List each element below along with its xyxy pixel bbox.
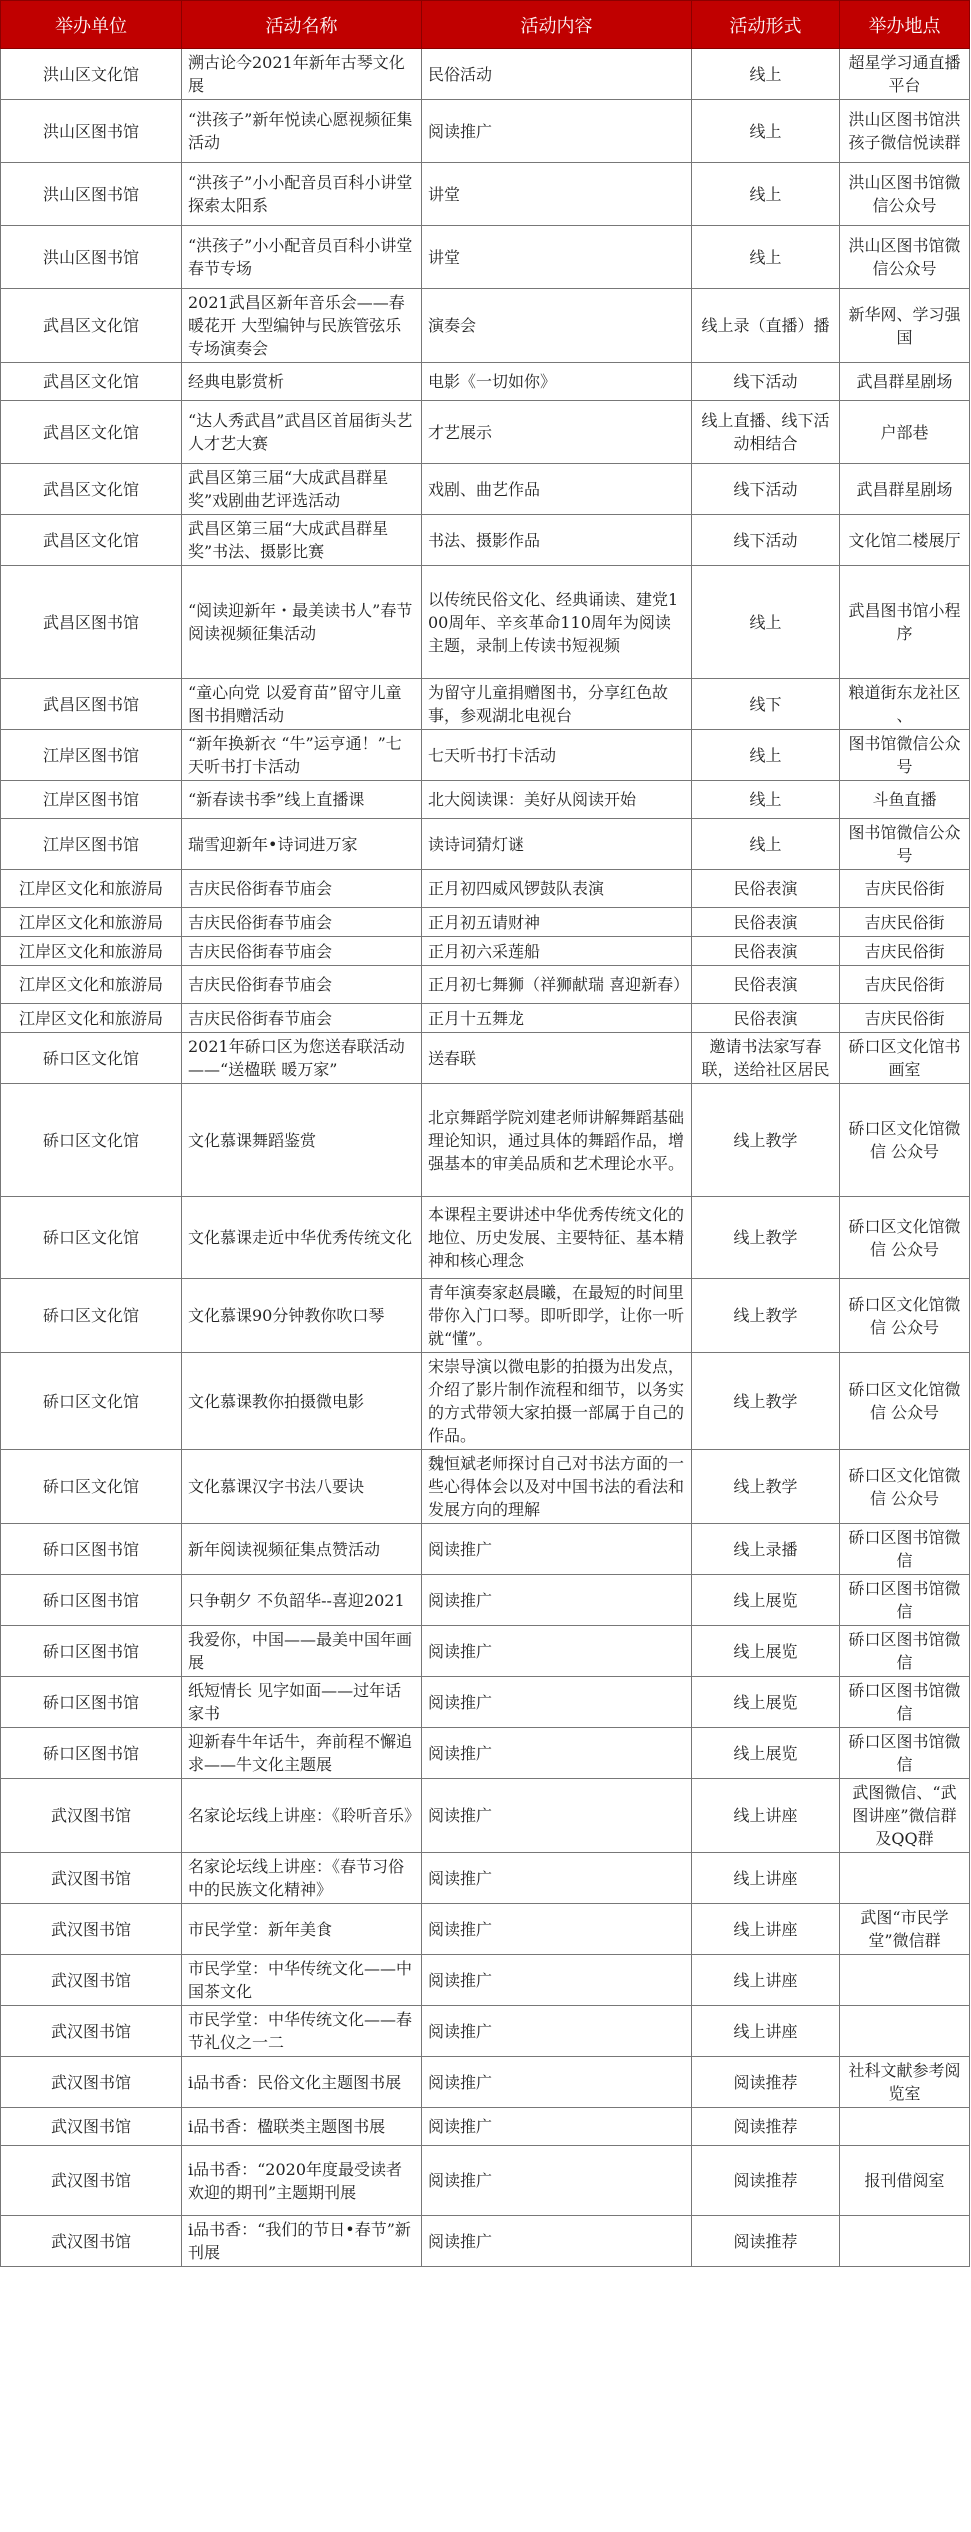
cell-organizer: 洪山区图书馆 bbox=[1, 100, 182, 163]
cell-venue bbox=[840, 1853, 970, 1904]
cell-venue: 图书馆微信公众号 bbox=[840, 819, 970, 870]
cell-activity-content: 阅读推广 bbox=[422, 1575, 692, 1626]
cell-activity-name: 迎新春牛年话牛，奔前程不懈追求——牛文化主题展 bbox=[182, 1728, 422, 1779]
cell-activity-format: 线上 bbox=[692, 49, 840, 100]
table-row bbox=[1, 401, 970, 464]
cell-organizer: 硚口区文化馆 bbox=[1, 1084, 182, 1197]
table-row bbox=[1, 1955, 970, 2006]
cell-organizer: 武昌区文化馆 bbox=[1, 363, 182, 401]
table-row bbox=[1, 2006, 970, 2057]
cell-activity-name: “童心向党 以爱育苗”留守儿童图书捐赠活动 bbox=[182, 679, 422, 730]
cell-venue: 吉庆民俗街 bbox=[840, 1004, 970, 1033]
cell-activity-format: 线上 bbox=[692, 781, 840, 819]
cell-organizer: 江岸区文化和旅游局 bbox=[1, 937, 182, 966]
table-row bbox=[1, 1728, 970, 1779]
cell-venue bbox=[840, 2006, 970, 2057]
cell-activity-format: 线上讲座 bbox=[692, 1779, 840, 1853]
table-row bbox=[1, 566, 970, 679]
cell-activity-name: 文化慕课教你拍摄微电影 bbox=[182, 1353, 422, 1450]
cell-organizer: 武昌区文化馆 bbox=[1, 401, 182, 464]
cell-activity-name: “新春读书季”线上直播课 bbox=[182, 781, 422, 819]
cell-venue: 吉庆民俗街 bbox=[840, 908, 970, 937]
cell-organizer: 硚口区图书馆 bbox=[1, 1524, 182, 1575]
cell-activity-name: 只争朝夕 不负韶华--喜迎2021 bbox=[182, 1575, 422, 1626]
table-row bbox=[1, 679, 970, 730]
cell-activity-content: 读诗词猜灯谜 bbox=[422, 819, 692, 870]
table-row bbox=[1, 870, 970, 908]
cell-activity-format: 线上录播 bbox=[692, 1524, 840, 1575]
cell-activity-name: 吉庆民俗街春节庙会 bbox=[182, 908, 422, 937]
cell-venue: 硚口区图书馆微信 bbox=[840, 1575, 970, 1626]
cell-activity-name: 2021武昌区新年音乐会——春暖花开 大型编钟与民族管弦乐专场演奏会 bbox=[182, 289, 422, 363]
cell-activity-content: 宋崇导演以微电影的拍摄为出发点，介绍了影片制作流程和细节，以务实的方式带领大家拍摄一部属于自己的作品。 bbox=[422, 1353, 692, 1450]
column-header-activity-content: 活动内容 bbox=[422, 1, 692, 49]
cell-venue: 图书馆微信公众号 bbox=[840, 730, 970, 781]
cell-venue bbox=[840, 2108, 970, 2146]
cell-organizer: 硚口区图书馆 bbox=[1, 1575, 182, 1626]
table-header-row bbox=[1, 1, 970, 49]
table-row bbox=[1, 2108, 970, 2146]
cell-venue: 武昌图书馆小程序 bbox=[840, 566, 970, 679]
cell-activity-name: 文化慕课舞蹈鉴赏 bbox=[182, 1084, 422, 1197]
cell-activity-name: 文化慕课90分钟教你吹口琴 bbox=[182, 1279, 422, 1353]
table-row bbox=[1, 363, 970, 401]
table-row bbox=[1, 1033, 970, 1084]
cell-venue: 报刊借阅室 bbox=[840, 2146, 970, 2216]
cell-activity-content: 本课程主要讲述中华优秀传统文化的地位、历史发展、主要特征、基本精神和核心理念 bbox=[422, 1197, 692, 1279]
cell-organizer: 武昌区图书馆 bbox=[1, 679, 182, 730]
cell-activity-content: 正月十五舞龙 bbox=[422, 1004, 692, 1033]
cell-organizer: 武昌区文化馆 bbox=[1, 464, 182, 515]
cell-organizer: 武汉图书馆 bbox=[1, 2006, 182, 2057]
cell-activity-name: 瑞雪迎新年•诗词进万家 bbox=[182, 819, 422, 870]
column-header-activity-name: 活动名称 bbox=[182, 1, 422, 49]
cell-activity-content: 阅读推广 bbox=[422, 2216, 692, 2267]
table-row bbox=[1, 1353, 970, 1450]
cell-activity-name: “洪孩子”小小配音员百科小讲堂 探索太阳系 bbox=[182, 163, 422, 226]
cell-activity-content: 正月初五请财神 bbox=[422, 908, 692, 937]
cell-activity-name: 武昌区第三届“大成武昌群星奖”书法、摄影比赛 bbox=[182, 515, 422, 566]
cell-activity-format: 线上教学 bbox=[692, 1353, 840, 1450]
cell-activity-name: 武昌区第三届“大成武昌群星奖”戏剧曲艺评选活动 bbox=[182, 464, 422, 515]
cell-activity-format: 阅读推荐 bbox=[692, 2146, 840, 2216]
table-row bbox=[1, 781, 970, 819]
table-row bbox=[1, 1084, 970, 1197]
cell-activity-name: 市民学堂：新年美食 bbox=[182, 1904, 422, 1955]
cell-organizer: 硚口区文化馆 bbox=[1, 1197, 182, 1279]
cell-activity-name: 2021年硚口区为您送春联活动——“送楹联 暖万家” bbox=[182, 1033, 422, 1084]
cell-venue: 户部巷 bbox=[840, 401, 970, 464]
cell-activity-name: 名家论坛线上讲座：《春节习俗中的民族文化精神》 bbox=[182, 1853, 422, 1904]
cell-organizer: 硚口区文化馆 bbox=[1, 1353, 182, 1450]
cell-activity-content: 书法、摄影作品 bbox=[422, 515, 692, 566]
cell-activity-content: 北京舞蹈学院刘建老师讲解舞蹈基础理论知识，通过具体的舞蹈作品，增强基本的审美品质和艺术理论水平。 bbox=[422, 1084, 692, 1197]
cell-venue bbox=[840, 1955, 970, 2006]
table-row bbox=[1, 1904, 970, 1955]
cell-activity-content: 阅读推广 bbox=[422, 1728, 692, 1779]
cell-organizer: 武汉图书馆 bbox=[1, 2057, 182, 2108]
cell-activity-name: 吉庆民俗街春节庙会 bbox=[182, 966, 422, 1004]
cell-activity-name: i品书香：民俗文化主题图书展 bbox=[182, 2057, 422, 2108]
table-row bbox=[1, 1626, 970, 1677]
cell-venue: 超星学习通直播平台 bbox=[840, 49, 970, 100]
cell-activity-name: 市民学堂：中华传统文化——中国茶文化 bbox=[182, 1955, 422, 2006]
table-row bbox=[1, 1197, 970, 1279]
table-row bbox=[1, 908, 970, 937]
cell-activity-format: 民俗表演 bbox=[692, 966, 840, 1004]
cell-activity-content: 阅读推广 bbox=[422, 1524, 692, 1575]
table-row bbox=[1, 163, 970, 226]
cell-activity-content: 阅读推广 bbox=[422, 1955, 692, 2006]
cell-activity-format: 线上 bbox=[692, 730, 840, 781]
table-row bbox=[1, 1004, 970, 1033]
cell-organizer: 江岸区图书馆 bbox=[1, 781, 182, 819]
cell-activity-content: 青年演奏家赵晨曦，在最短的时间里带你入门口琴。即听即学，让你一听就“懂”。 bbox=[422, 1279, 692, 1353]
cell-venue: 硚口区文化馆微信 公众号 bbox=[840, 1197, 970, 1279]
cell-activity-content: 正月初四威风锣鼓队表演 bbox=[422, 870, 692, 908]
table-row bbox=[1, 2057, 970, 2108]
cell-activity-format: 线上展览 bbox=[692, 1575, 840, 1626]
cell-activity-content: 阅读推广 bbox=[422, 1904, 692, 1955]
cell-organizer: 硚口区图书馆 bbox=[1, 1677, 182, 1728]
cell-organizer: 江岸区文化和旅游局 bbox=[1, 966, 182, 1004]
cell-organizer: 武汉图书馆 bbox=[1, 2108, 182, 2146]
table-body bbox=[1, 49, 970, 2267]
cell-organizer: 江岸区图书馆 bbox=[1, 819, 182, 870]
table-row bbox=[1, 1779, 970, 1853]
cell-organizer: 武汉图书馆 bbox=[1, 1904, 182, 1955]
cell-organizer: 江岸区文化和旅游局 bbox=[1, 1004, 182, 1033]
cell-venue: 硚口区文化馆微信 公众号 bbox=[840, 1279, 970, 1353]
cell-activity-name: 纸短情长 见字如面——过年话家书 bbox=[182, 1677, 422, 1728]
cell-activity-name: 溯古论今2021年新年古琴文化展 bbox=[182, 49, 422, 100]
cell-organizer: 硚口区文化馆 bbox=[1, 1450, 182, 1524]
cell-activity-name: “洪孩子”小小配音员百科小讲堂 春节专场 bbox=[182, 226, 422, 289]
cell-organizer: 硚口区文化馆 bbox=[1, 1033, 182, 1084]
cell-activity-content: 阅读推广 bbox=[422, 2057, 692, 2108]
cell-activity-name: 吉庆民俗街春节庙会 bbox=[182, 937, 422, 966]
cell-activity-format: 线上教学 bbox=[692, 1197, 840, 1279]
cell-venue: 洪山区图书馆洪孩子微信悦读群 bbox=[840, 100, 970, 163]
table-row bbox=[1, 1853, 970, 1904]
table-row bbox=[1, 2216, 970, 2267]
cell-venue: 武图“市民学堂”微信群 bbox=[840, 1904, 970, 1955]
cell-venue: 吉庆民俗街 bbox=[840, 937, 970, 966]
cell-activity-format: 民俗表演 bbox=[692, 1004, 840, 1033]
cell-activity-name: 经典电影赏析 bbox=[182, 363, 422, 401]
cell-venue: 吉庆民俗街 bbox=[840, 966, 970, 1004]
cell-activity-name: “新年换新衣 “牛”运亨通！”七天听书打卡活动 bbox=[182, 730, 422, 781]
table-row bbox=[1, 2146, 970, 2216]
cell-activity-format: 线上录（直播）播 bbox=[692, 289, 840, 363]
cell-activity-content: 正月初七舞狮（祥狮献瑞 喜迎新春） bbox=[422, 966, 692, 1004]
cell-organizer: 武昌区文化馆 bbox=[1, 515, 182, 566]
cell-activity-format: 阅读推荐 bbox=[692, 2108, 840, 2146]
cell-activity-name: i品书香：“我们的节日•春节”新刊展 bbox=[182, 2216, 422, 2267]
cell-venue: 文化馆二楼展厅 bbox=[840, 515, 970, 566]
cell-organizer: 武汉图书馆 bbox=[1, 1779, 182, 1853]
cell-venue: 斗鱼直播 bbox=[840, 781, 970, 819]
column-header-activity-format: 活动形式 bbox=[692, 1, 840, 49]
cell-venue: 武图微信、“武图讲座”微信群及QQ群 bbox=[840, 1779, 970, 1853]
cell-activity-content: 为留守儿童捐赠图书，分享红色故事，参观湖北电视台 bbox=[422, 679, 692, 730]
cell-activity-name: 新年阅读视频征集点赞活动 bbox=[182, 1524, 422, 1575]
cell-organizer: 洪山区图书馆 bbox=[1, 226, 182, 289]
cell-activity-format: 线上讲座 bbox=[692, 1904, 840, 1955]
cell-activity-content: 讲堂 bbox=[422, 226, 692, 289]
table-row bbox=[1, 1524, 970, 1575]
cell-activity-name: 吉庆民俗街春节庙会 bbox=[182, 1004, 422, 1033]
cell-activity-format: 线上 bbox=[692, 566, 840, 679]
cell-venue: 硚口区文化馆微信 公众号 bbox=[840, 1450, 970, 1524]
cell-activity-format: 线上展览 bbox=[692, 1728, 840, 1779]
cell-organizer: 武昌区图书馆 bbox=[1, 566, 182, 679]
table-row bbox=[1, 730, 970, 781]
cell-activity-content: 送春联 bbox=[422, 1033, 692, 1084]
cell-activity-name: 文化慕课汉字书法八要诀 bbox=[182, 1450, 422, 1524]
cell-venue: 洪山区图书馆微信公众号 bbox=[840, 226, 970, 289]
cell-activity-name: i品书香：“2020年度最受读者欢迎的期刊”主题期刊展 bbox=[182, 2146, 422, 2216]
cell-activity-format: 民俗表演 bbox=[692, 937, 840, 966]
cell-activity-format: 线上 bbox=[692, 100, 840, 163]
cell-venue: 武昌群星剧场 bbox=[840, 464, 970, 515]
cell-activity-format: 线上直播、线下活动相结合 bbox=[692, 401, 840, 464]
cell-venue: 硚口区图书馆微信 bbox=[840, 1524, 970, 1575]
cell-activity-content: 正月初六采莲船 bbox=[422, 937, 692, 966]
cell-organizer: 武汉图书馆 bbox=[1, 1853, 182, 1904]
cell-activity-name: 名家论坛线上讲座：《聆听音乐》 bbox=[182, 1779, 422, 1853]
cell-activity-content: 才艺展示 bbox=[422, 401, 692, 464]
cell-activity-format: 线上展览 bbox=[692, 1626, 840, 1677]
cell-venue: 社科文献参考阅览室 bbox=[840, 2057, 970, 2108]
table-row bbox=[1, 1677, 970, 1728]
table-row bbox=[1, 49, 970, 100]
cell-activity-format: 民俗表演 bbox=[692, 908, 840, 937]
cell-organizer: 洪山区图书馆 bbox=[1, 163, 182, 226]
cell-activity-content: 民俗活动 bbox=[422, 49, 692, 100]
cell-organizer: 武昌区文化馆 bbox=[1, 289, 182, 363]
column-header-venue: 举办地点 bbox=[840, 1, 970, 49]
cell-activity-format: 民俗表演 bbox=[692, 870, 840, 908]
cell-activity-content: 电影《一切如你》 bbox=[422, 363, 692, 401]
cell-venue: 硚口区文化馆书画室 bbox=[840, 1033, 970, 1084]
cell-activity-name: 文化慕课走近中华优秀传统文化 bbox=[182, 1197, 422, 1279]
cell-activity-content: 阅读推广 bbox=[422, 1853, 692, 1904]
cell-organizer: 江岸区文化和旅游局 bbox=[1, 870, 182, 908]
cell-venue: 硚口区文化馆微信 公众号 bbox=[840, 1353, 970, 1450]
cell-organizer: 江岸区图书馆 bbox=[1, 730, 182, 781]
cell-activity-name: 市民学堂：中华传统文化——春节礼仪之一二 bbox=[182, 2006, 422, 2057]
cell-venue: 硚口区图书馆微信 bbox=[840, 1677, 970, 1728]
cell-activity-format: 线上展览 bbox=[692, 1677, 840, 1728]
table-row bbox=[1, 464, 970, 515]
table-row bbox=[1, 515, 970, 566]
table-row bbox=[1, 937, 970, 966]
cell-activity-format: 线上讲座 bbox=[692, 2006, 840, 2057]
cell-activity-format: 线上教学 bbox=[692, 1084, 840, 1197]
cell-venue bbox=[840, 2216, 970, 2267]
cell-organizer: 洪山区文化馆 bbox=[1, 49, 182, 100]
table-row bbox=[1, 289, 970, 363]
table-row bbox=[1, 100, 970, 163]
cell-venue: 硚口区文化馆微信 公众号 bbox=[840, 1084, 970, 1197]
cell-organizer: 硚口区文化馆 bbox=[1, 1279, 182, 1353]
cell-organizer: 江岸区文化和旅游局 bbox=[1, 908, 182, 937]
cell-activity-name: “达人秀武昌”武昌区首届街头艺人才艺大赛 bbox=[182, 401, 422, 464]
cell-activity-format: 线上 bbox=[692, 163, 840, 226]
cell-activity-name: “阅读迎新年・最美读书人”春节阅读视频征集活动 bbox=[182, 566, 422, 679]
table-row bbox=[1, 819, 970, 870]
cell-organizer: 武汉图书馆 bbox=[1, 2216, 182, 2267]
cell-activity-format: 线上 bbox=[692, 226, 840, 289]
cell-venue: 新华网、学习强国 bbox=[840, 289, 970, 363]
cell-activity-content: 阅读推广 bbox=[422, 100, 692, 163]
cell-activity-format: 线上 bbox=[692, 819, 840, 870]
cell-activity-content: 北大阅读课：美好从阅读开始 bbox=[422, 781, 692, 819]
cell-activity-content: 演奏会 bbox=[422, 289, 692, 363]
cell-activity-name: “洪孩子”新年悦读心愿视频征集活动 bbox=[182, 100, 422, 163]
cell-activity-format: 线上教学 bbox=[692, 1279, 840, 1353]
cell-activity-content: 阅读推广 bbox=[422, 2146, 692, 2216]
cell-activity-format: 线下活动 bbox=[692, 515, 840, 566]
cell-organizer: 武汉图书馆 bbox=[1, 2146, 182, 2216]
table-row bbox=[1, 1575, 970, 1626]
cell-activity-format: 线上讲座 bbox=[692, 1853, 840, 1904]
table-row bbox=[1, 1279, 970, 1353]
cell-activity-format: 线下活动 bbox=[692, 464, 840, 515]
cell-activity-content: 讲堂 bbox=[422, 163, 692, 226]
cell-venue: 硚口区图书馆微信 bbox=[840, 1728, 970, 1779]
cell-activity-content: 戏剧、曲艺作品 bbox=[422, 464, 692, 515]
cell-activity-format: 线下 bbox=[692, 679, 840, 730]
cell-activity-format: 阅读推荐 bbox=[692, 2057, 840, 2108]
cell-venue: 硚口区图书馆微信 bbox=[840, 1626, 970, 1677]
cell-activity-content: 以传统民俗文化、经典诵读、建党100周年、辛亥革命110周年为阅读主题，录制上传读书短视频 bbox=[422, 566, 692, 679]
cell-activity-content: 七天听书打卡活动 bbox=[422, 730, 692, 781]
cell-activity-content: 阅读推广 bbox=[422, 2108, 692, 2146]
column-header-organizer: 举办单位 bbox=[1, 1, 182, 49]
cell-activity-format: 线上讲座 bbox=[692, 1955, 840, 2006]
table-row bbox=[1, 226, 970, 289]
cell-activity-name: 我爱你，中国——最美中国年画展 bbox=[182, 1626, 422, 1677]
cell-activity-content: 阅读推广 bbox=[422, 2006, 692, 2057]
table-row bbox=[1, 966, 970, 1004]
cell-venue: 洪山区图书馆微信公众号 bbox=[840, 163, 970, 226]
cell-organizer: 硚口区图书馆 bbox=[1, 1728, 182, 1779]
cell-activity-name: 吉庆民俗街春节庙会 bbox=[182, 870, 422, 908]
cell-activity-format: 阅读推荐 bbox=[692, 2216, 840, 2267]
cell-activity-format: 线上教学 bbox=[692, 1450, 840, 1524]
cell-venue: 吉庆民俗街 bbox=[840, 870, 970, 908]
cell-activity-content: 阅读推广 bbox=[422, 1779, 692, 1853]
cell-activity-format: 线下活动 bbox=[692, 363, 840, 401]
cell-venue: 粮道街东龙社区 、 bbox=[840, 679, 970, 730]
cell-activity-format: 邀请书法家写春联，送给社区居民 bbox=[692, 1033, 840, 1084]
cell-organizer: 武汉图书馆 bbox=[1, 1955, 182, 2006]
cell-activity-content: 阅读推广 bbox=[422, 1626, 692, 1677]
cell-activity-name: i品书香：楹联类主题图书展 bbox=[182, 2108, 422, 2146]
cell-activity-content: 魏恒斌老师探讨自己对书法方面的一些心得体会以及对中国书法的看法和发展方向的理解 bbox=[422, 1450, 692, 1524]
cell-venue: 武昌群星剧场 bbox=[840, 363, 970, 401]
cell-organizer: 硚口区图书馆 bbox=[1, 1626, 182, 1677]
table-row bbox=[1, 1450, 970, 1524]
cell-activity-content: 阅读推广 bbox=[422, 1677, 692, 1728]
